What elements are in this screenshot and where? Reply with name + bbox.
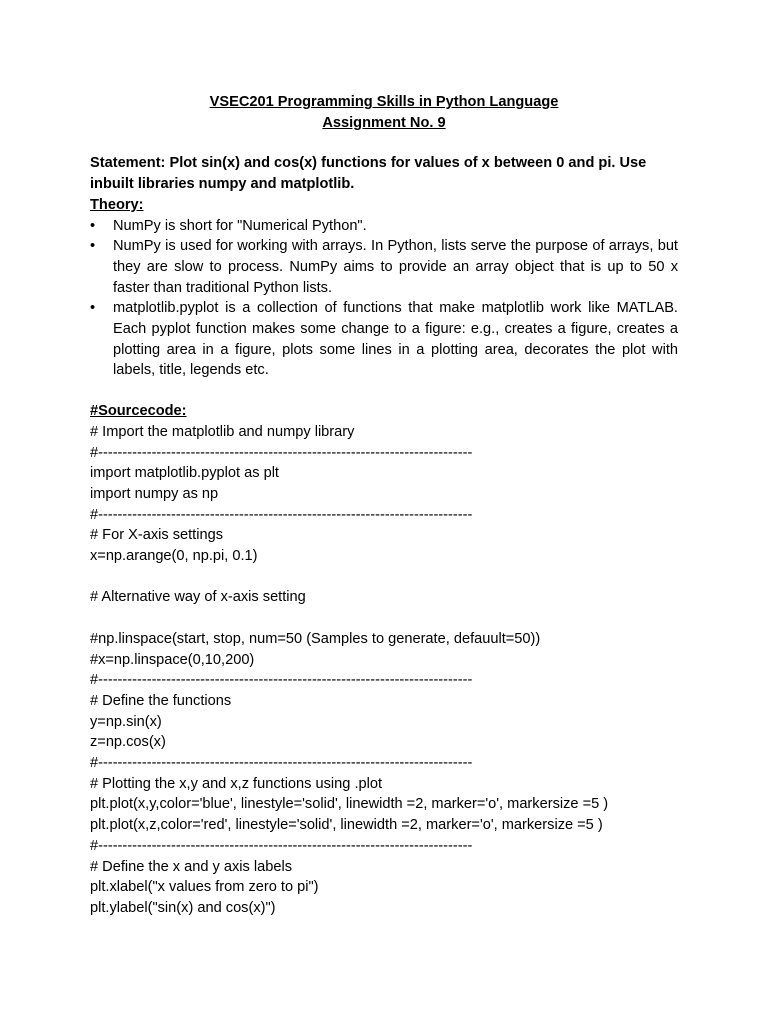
code-separator: #----------------------------------------------------------------------------- [90, 672, 473, 689]
code-line: x=np.arange(0, np.pi, 0.1) [90, 548, 258, 565]
theory-list [90, 216, 678, 382]
code-line: y=np.sin(x) [90, 713, 162, 730]
sourcecode-heading: #Sourcecode: [90, 403, 187, 420]
code-line: #x=np.linspace(0,10,200) [90, 651, 255, 668]
code-line: z=np.cos(x) [90, 734, 166, 751]
code-line: import numpy as np [90, 485, 219, 502]
code-blank-line [90, 567, 678, 588]
code-line: plt.plot(x,z,color='red', linestyle='solid', linewidth =2, marker='o', markersize =5 ) [90, 817, 603, 834]
code-line: # Alternative way of x-axis setting [90, 589, 306, 606]
code-separator: #----------------------------------------------------------------------------- [90, 444, 473, 461]
code-line: import matplotlib.pyplot as plt [90, 465, 279, 482]
code-line: plt.plot(x,y,color='blue', linestyle='solid', linewidth =2, marker='o', markersize =5 ) [90, 796, 609, 813]
theory-heading: Theory: [90, 196, 144, 213]
course-title: VSEC201 Programming Skills in Python Language [209, 94, 559, 110]
code-line: #np.linspace(start, stop, num=50 (Samples to generate, defauult=50)) [90, 630, 541, 647]
theory-bullet: • matplotlib.pyplot is a collection of functions that make matplotlib work like MATLAB. Each pyplot function makes some change to a figure: e.g., creates a figure, creates a plotting area in a figure, plots some lines in a plotting area, decorates the plot with labels, title, legends etc. [90, 298, 678, 381]
code-line: plt.xlabel("x values from zero to pi") [90, 879, 319, 896]
code-separator: #----------------------------------------------------------------------------- [90, 506, 473, 523]
code-line: # Plotting the x,y and x,z functions using .plot [90, 775, 383, 792]
code-line: # Import the matplotlib and numpy library [90, 423, 355, 440]
code-separator: #----------------------------------------------------------------------------- [90, 837, 473, 854]
code-line: # For X-axis settings [90, 527, 224, 544]
code-line: # Define the x and y axis labels [90, 858, 292, 875]
problem-statement: Statement: Plot sin(x) and cos(x) functions for values of x between 0 and pi. Use inbuilt libraries numpy and matplotlib. [90, 155, 647, 193]
code-blank-line [90, 608, 678, 629]
document-page [90, 92, 678, 919]
theory-bullet: • NumPy is short for "Numerical Python". [90, 216, 678, 237]
theory-bullet: • NumPy is used for working with arrays. In Python, lists serve the purpose of arrays, but they are slow to process. NumPy aims to provide an array object that is up to 50 x faster than traditional Python lists. [90, 236, 678, 298]
code-line: plt.ylabel("sin(x) and cos(x)") [90, 899, 276, 916]
source-code-block [90, 422, 678, 919]
code-separator: #----------------------------------------------------------------------------- [90, 755, 473, 772]
code-line: # Define the functions [90, 692, 232, 709]
assignment-title: Assignment No. 9 [322, 114, 446, 131]
